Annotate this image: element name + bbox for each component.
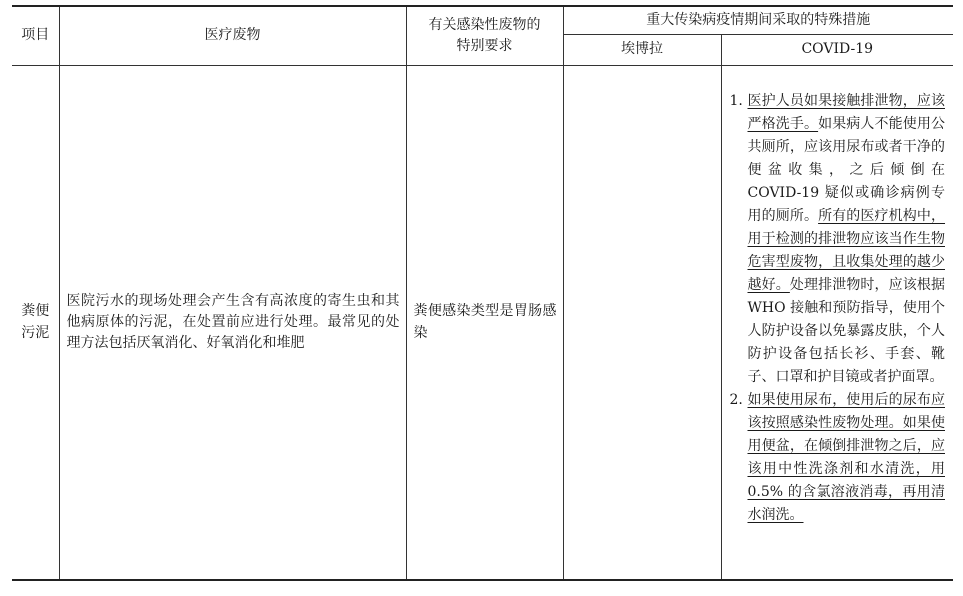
table-header-row	[12, 6, 953, 34]
covid-list-item	[730, 90, 946, 389]
header-ebola: 埃博拉	[563, 34, 721, 65]
cell-special-requirement: 粪便感染类型是胃肠感染	[406, 65, 563, 580]
list-item-text: 如果病人不能使用公共厕所，应该用尿布或者干净的便盆收集，之后倾倒在 COVID-19 疑似或确诊病例专用的厕所。	[747, 115, 946, 224]
covid-measures-list	[730, 90, 946, 527]
underlined-text: 医护人员如果接触排泄物，应该严格洗手。	[747, 92, 945, 132]
underlined-text: 所有的医疗机构中，用于检测的排泄物应该当作生物危害型废物，且收集处理的越少越好。	[747, 207, 946, 293]
medical-waste-table	[12, 5, 953, 581]
header-item: 项目	[12, 6, 59, 65]
cell-covid	[721, 65, 953, 580]
underlined-text: 如果使用尿布，使用后的尿布应该按照感染性废物处理。如果使用便盆，在倾倒排泄物之后，应该用中性洗涤剂和水清洗，用 0.5% 的含氯溶液消毒，再用清水润洗。	[747, 391, 945, 523]
cell-ebola	[563, 65, 721, 580]
header-special-requirement: 有关感染性废物的特别要求	[406, 6, 563, 65]
header-medical-waste: 医疗废物	[59, 6, 406, 65]
list-item-number: 2.	[729, 391, 743, 408]
table-row	[12, 65, 953, 580]
header-covid: COVID-19	[721, 34, 953, 65]
cell-item: 粪便污泥	[12, 65, 59, 580]
header-measures-group: 重大传染病疫情期间采取的特殊措施	[563, 6, 953, 34]
covid-list-item	[730, 389, 946, 527]
cell-medical-waste: 医院污水的现场处理会产生含有高浓度的寄生虫和其他病原体的污泥，在处置前应进行处理。最常见的处理方法包括厌氧消化、好氧消化和堆肥	[59, 65, 406, 580]
list-item-text: 处理排泄物时，应该根据 WHO 接触和预防指导，使用个人防护设备以免暴露皮肤，个人防护设备包括长衫、手套、靴子、口罩和护目镜或者护面罩。	[747, 276, 946, 385]
list-item-number: 1.	[729, 92, 743, 109]
